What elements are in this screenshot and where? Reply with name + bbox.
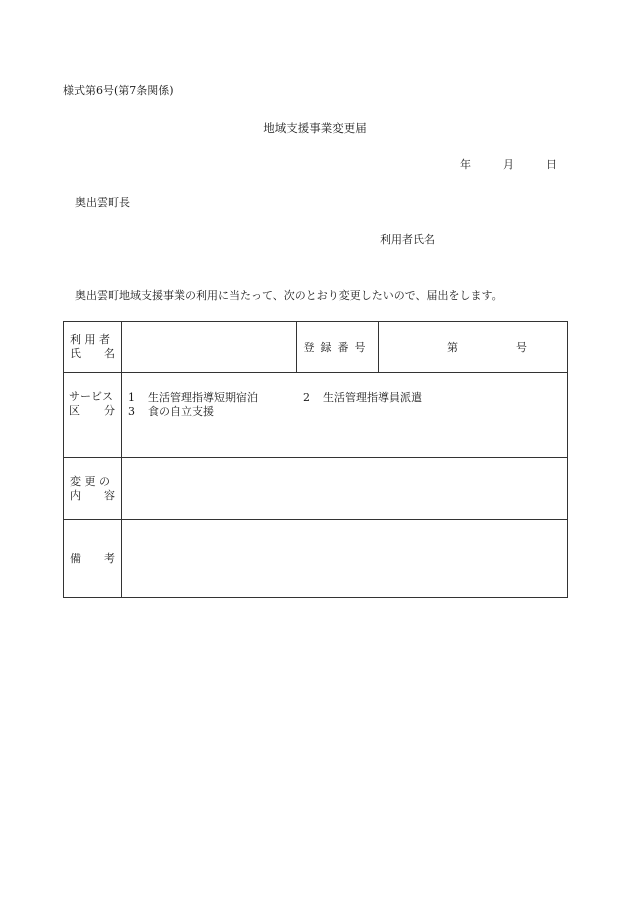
service-label-char2: 分 [104, 404, 115, 417]
remarks-field[interactable] [122, 520, 568, 598]
service-label-line1: サービス [69, 390, 113, 403]
service-label-text [69, 390, 115, 418]
user-name-label [64, 322, 122, 373]
remarks-label [64, 520, 122, 598]
user-name-label-char2: 名 [104, 347, 115, 360]
date-month: 月 [503, 158, 514, 171]
service-option-2[interactable]: 2 生活管理指導員派遣 [303, 391, 422, 404]
service-label-char1: 区 [69, 404, 80, 417]
registration-number-label: 登録番号 [297, 322, 379, 373]
date-line [460, 156, 557, 172]
registration-prefix: 第 [447, 341, 458, 354]
registration-number-field[interactable] [379, 322, 568, 373]
user-name-label-char1: 氏 [70, 347, 81, 360]
date-day: 日 [546, 158, 557, 171]
user-name-field[interactable] [122, 322, 297, 373]
user-name-label-line1: 利 用 者 [70, 333, 110, 346]
change-content-label [64, 458, 122, 520]
date-year: 年 [460, 158, 471, 171]
change-form-table [63, 321, 568, 598]
service-category-options [122, 373, 568, 458]
change-content-field[interactable] [122, 458, 568, 520]
change-content-label-line1: 変 更 の [70, 474, 110, 488]
registration-suffix: 号 [516, 341, 527, 354]
applicant-name-label: 利用者氏名 [380, 233, 435, 246]
document-title: 地域支援事業変更届 [263, 121, 367, 135]
change-content-label-char2: 容 [104, 488, 115, 502]
change-content-label-char1: 内 [70, 488, 81, 502]
remarks-label-char2: 考 [104, 551, 115, 565]
service-option-3[interactable]: 3 食の自立支援 [128, 405, 214, 418]
form-number: 様式第6号(第7条関係) [63, 84, 174, 97]
recipient: 奥出雲町長 [75, 196, 130, 209]
remarks-label-char1: 備 [70, 551, 81, 565]
service-option-1[interactable]: 1 生活管理指導短期宿泊 [128, 391, 258, 404]
statement: 奥出雲町地域支援事業の利用に当たって、次のとおり変更したいので、届出をします。 [75, 289, 503, 302]
